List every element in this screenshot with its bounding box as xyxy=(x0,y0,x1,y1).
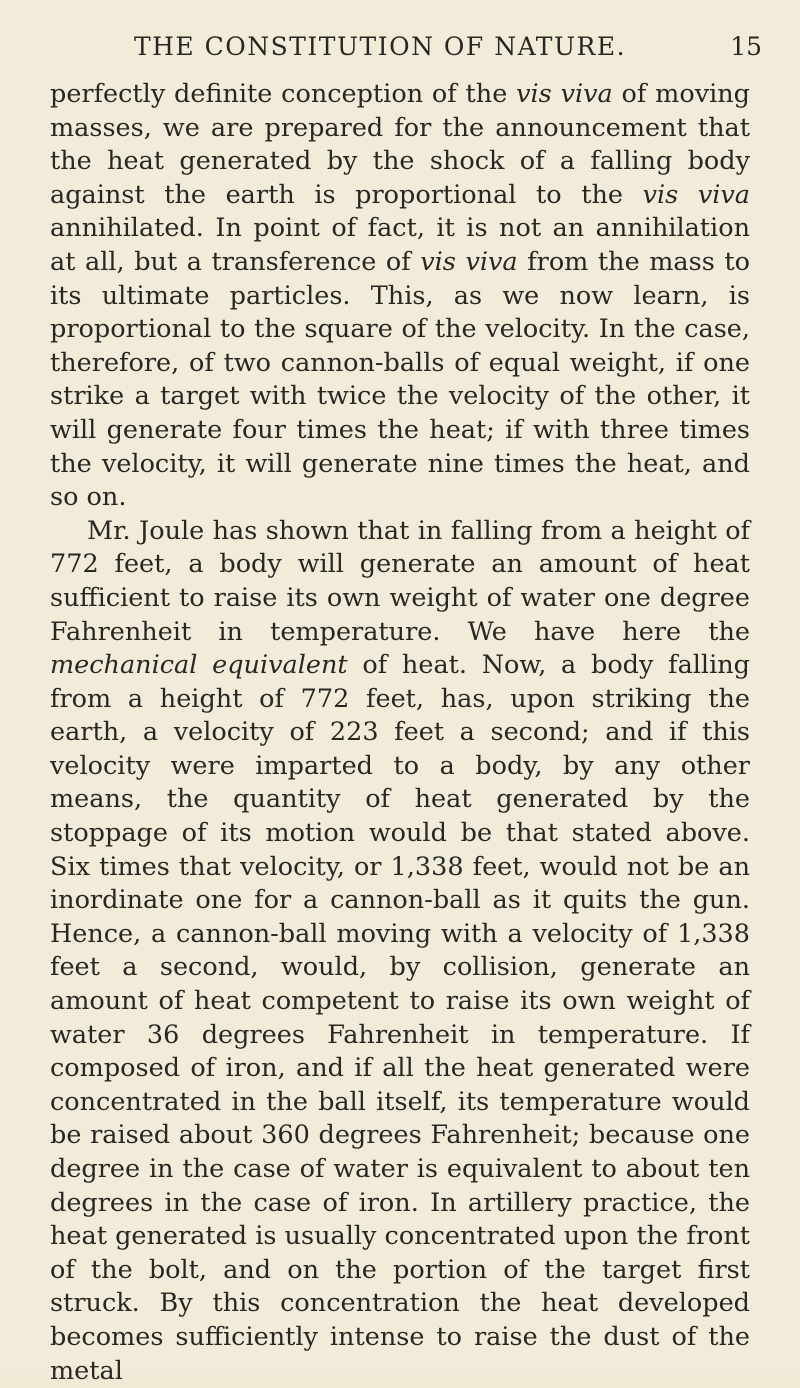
text-run: from the mass to its ultimate particles. This, as we now learn, is proportional to the square of the velocity. In the case, therefore, of two cannon-balls of equal weight, if one strike a target with twice the velocity of the other, it will generate four times the heat; if with three times the velocity, it will generate nine times the heat, and so on. xyxy=(50,246,750,513)
text-run: Mr. Joule has shown that in falling from a height of 772 feet, a body will generate an amount of heat sufficient to raise its own weight of water one degree Fahrenheit in temperature. We have here the xyxy=(50,515,750,647)
text-run: of moving masses, we are prepared for the announcement that the heat generated by the shock of a falling body against the earth is proportional to the xyxy=(50,79,751,210)
text-run: of heat. Now, a body falling from a height of 772 feet, has, upon striking the earth, a velocity of 223 feet a second; and if this velocity were imparted to a body, by any other means, the quantity of heat generated by the stoppage of its motion would be that stated above. Six times that velocity, or 1,338 feet, would not be an inordinate one for a cannon-ball as it quits the gun. Hence, a cannon-ball moving with a velocity of 1,338 feet a second, would, by collision, generate an amount of heat competent to raise its own weight of water 36 degrees Fahrenheit in temperature. If composed of iron, and if all the heat generated were concentrated in the ball itself, its temperature would be raised about 360 degrees Fahrenheit; because one degree in the case of water is equivalent to about ten degrees in the case of iron. In artillery practice, the heat generated is usually concentrated upon the front of the bolt, and on the portion of the target first struck. By this concentration the heat developed becomes sufficiently intense to raise the dust of the metal xyxy=(50,650,750,1386)
text-run: perfectly definite conception of the xyxy=(50,79,517,109)
text-run: annihilated. In point of fact, it is not an annihilation at all, but a transference of xyxy=(50,213,750,277)
italic-term: vis viva xyxy=(642,179,750,210)
running-title: THE CONSTITUTION OF NATURE. xyxy=(133,32,627,61)
paragraph-1 xyxy=(50,78,750,515)
paragraph-2 xyxy=(50,515,750,1388)
running-head xyxy=(0,32,800,68)
italic-term: vis viva xyxy=(516,79,613,109)
italic-term: mechanical equivalent xyxy=(50,650,348,681)
body-text xyxy=(50,78,750,1388)
page-number: 15 xyxy=(730,32,762,61)
italic-term: vis viva xyxy=(420,246,518,277)
